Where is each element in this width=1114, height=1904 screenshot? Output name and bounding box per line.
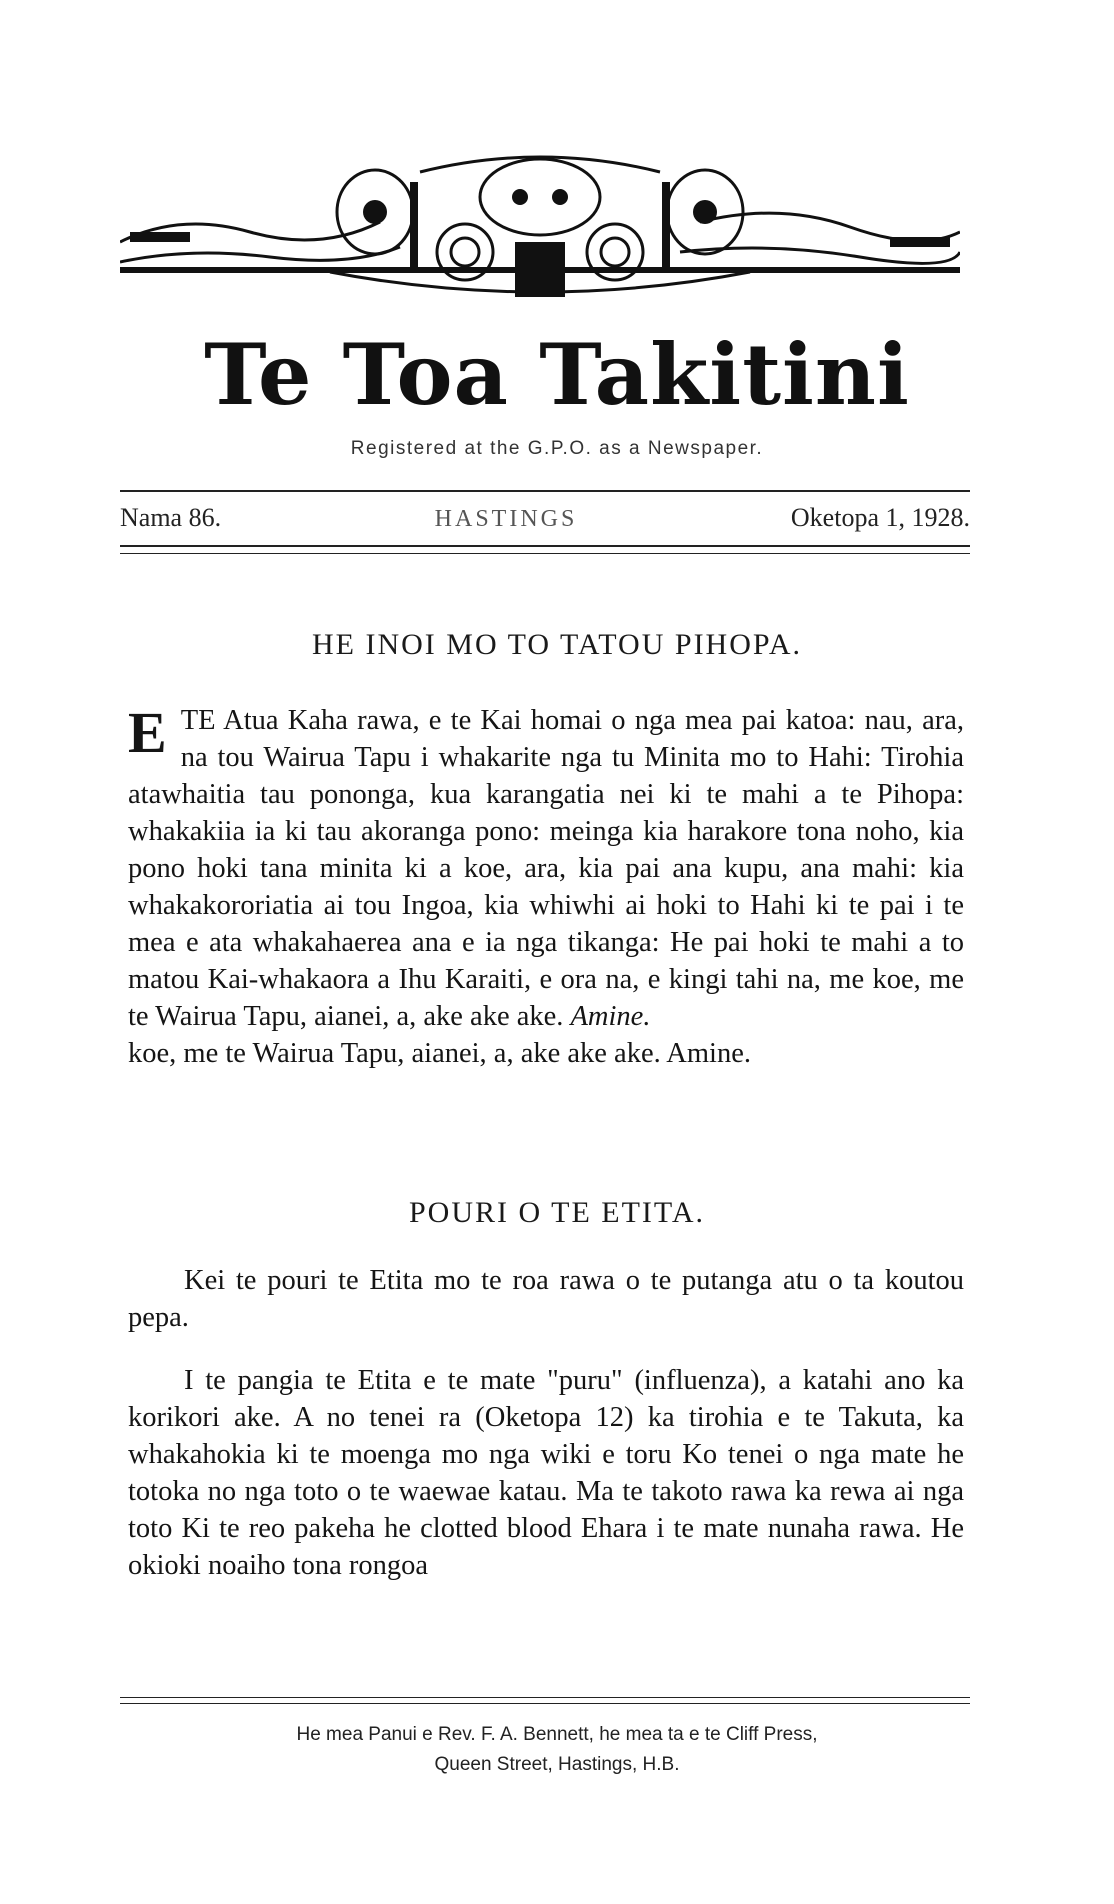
prayer-body: katoa: nau, ara, na tou Wairua Tapu i whakarite nga tu Minita mo to Hahi: Tirohia atawhaitia tau pononga, kua karangatia nei ki te mahi a te Pihopa: whakakiia ia ki tau akoranga pono: meinga kia harakore tona noho, kia pono hoki tana minita ki a koe, ara, kia pai ana kupu, ana mahi: kia whakakororiatia ai tou Ingoa, kia whiwhi ai hoki to Hahi ki te pai i te mea e ata whakahaerea ana e ia nga tikanga: He pai hoki te mahi a to matou Kai-whakaora a Ihu Karaiti, e ora na, e kingi tahi na, me koe, me te Wairua Tapu, aianei, a, ake ake ake. — [128, 705, 965, 1032]
footer-rule — [120, 1697, 970, 1698]
newspaper-title: Te Toa Takitini — [204, 325, 910, 424]
prayer-heading: HE INOI MO TO TATOU PIHOPA. — [312, 628, 802, 661]
issue-bottom-rule — [120, 545, 970, 547]
prayer-amen: Amine. — [570, 1001, 651, 1032]
footer-line-1: He mea Panui e Rev. F. A. Bennett, he mea ta e te Cliff Press, — [296, 1724, 818, 1745]
editor-paragraph-1: Kei te pouri te Etita mo te roa rawa o te putanga atu o ta koutou pepa. — [128, 1265, 964, 1333]
issue-bottom-rule-2 — [120, 553, 970, 554]
editor-paragraph-2: I te pangia te Etita e te mate "puru" (influenza), a katahi ano ka korikori ake. A no tenei ra (Oketopa 12) ka tirohia e te Takuta, ka whakahokia ki te moenga mo nga wiki e toru Ko tenei o nga mate he totoka no nga toto o te waewae katau. Ma te takoto rawa ka rewa ai nga toto Ki te reo pakeha he clotted blood Ehara i te mate nunaha rawa. He okioki noaiho tona rongoa — [128, 1365, 964, 1581]
prayer-dropcap: E — [128, 700, 167, 765]
prayer-first-line: TE Atua Kaha rawa, e te Kai homai o nga mea pai — [180, 705, 777, 736]
prayer-text — [128, 702, 964, 1072]
registration-notice: Registered at the G.P.O. as a Newspaper. — [350, 438, 764, 459]
footer-line-2: Queen Street, Hastings, H.B. — [434, 1754, 680, 1775]
issue-place: HASTINGS — [434, 506, 578, 532]
top-rule — [120, 490, 970, 492]
carved-masthead-illustration — [120, 152, 960, 302]
issue-number: Nama 86. — [120, 503, 222, 532]
editor-heading: POURI O TE ETITA. — [408, 1196, 706, 1229]
footer-rule-2 — [120, 1703, 970, 1704]
issue-info-row — [120, 503, 970, 533]
issue-date: Oketopa 1, 1928. — [790, 503, 970, 532]
prayer-repeat-line: koe, me te Wairua Tapu, aianei, a, ake ake ake. Amine. — [128, 1038, 751, 1069]
printer-footer — [0, 1720, 1114, 1780]
